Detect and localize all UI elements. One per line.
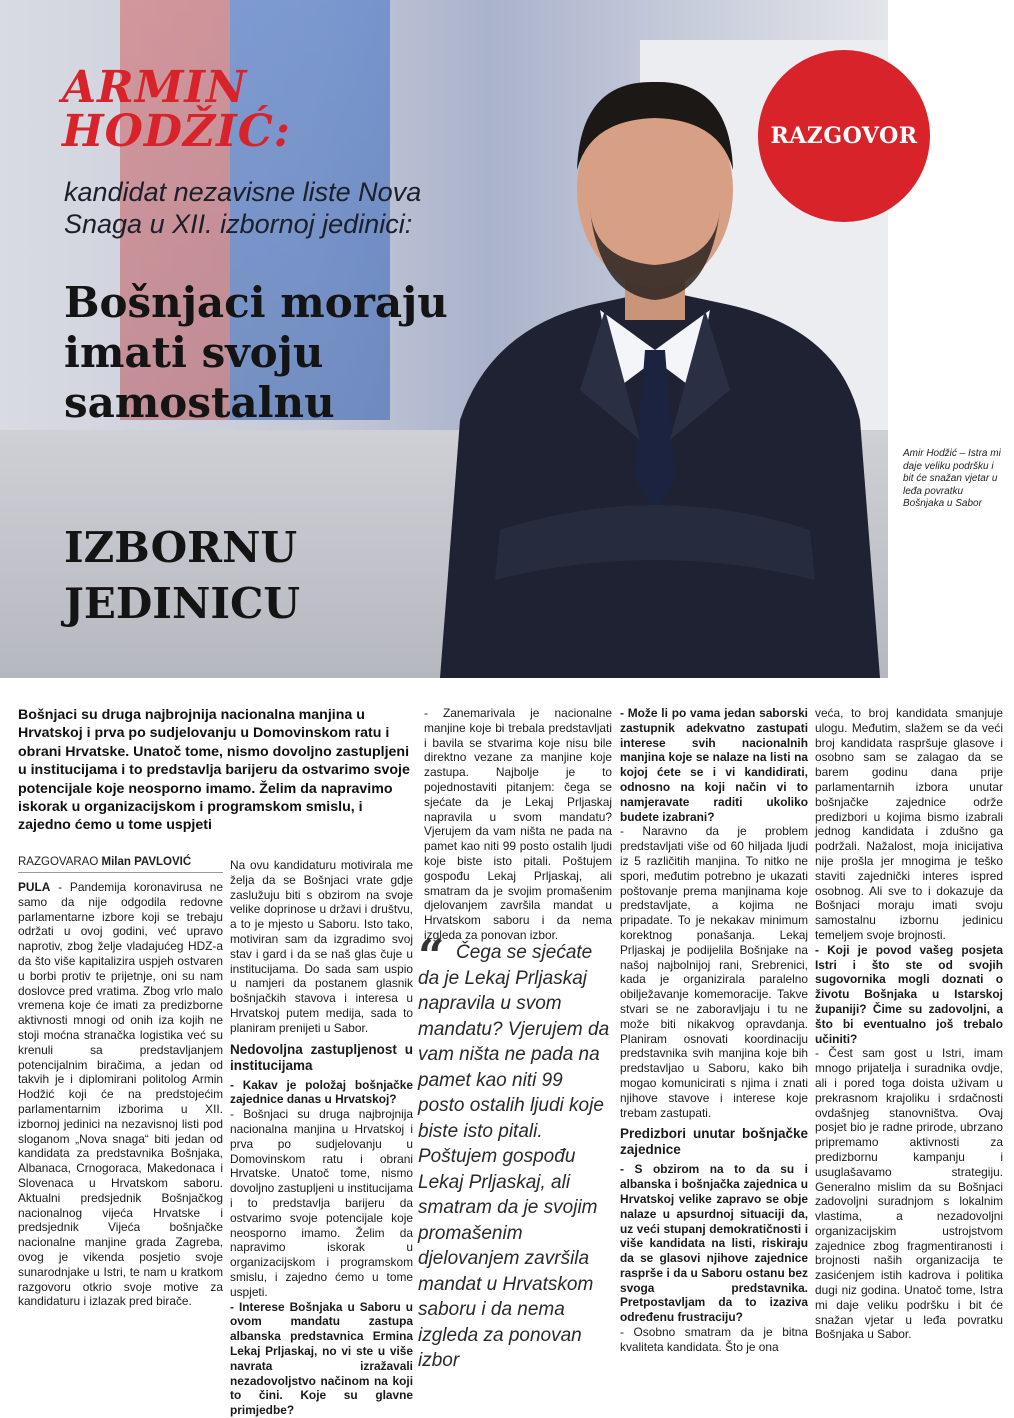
lead-paragraph: Bošnjaci su druga najbrojnija nacionalna manjina u Hrvatskoj i prva po sudjelovanju u Domovinskom ratu i obrani Hrvatske. Unatoč tome, nismo dovoljno zastupljeni u institucijama i to predstavlja barijeru da ostvarimo svoje potencijale koje neosporno imamo. Želim da napravimo iskorak u organizacijskom i programskom smislu, i zajedno ćemo u tome uspjeti (18, 707, 410, 834)
answer: - Čest sam gost u Istri, imam mnogo prijatelja i suradnika ovdje, ali i pored toga doista uživam u prekrasnom krajoliku i srdačnosti ovdašnjeg stanovništva. Ovaj posjet bio je radne prirode, ubrzano pripremamo aktivnosti za predizbornu kampanju i usuglašavamo strategiju. Generalno mislim da su Bošnjaci zadovoljni suradnjom s lokalnim vlastima, a nezadovoljni organizacijskim ustrojstvom zajednice zbog fragmentiranosti i brojnosti naših organizacija te zasićenjem istih kadrova i politika dugi niz godina. Unatoč tome, Istra mi daje veliku podršku i bit će snažan vjetar u leđa povratku Bošnjaka u Sabor. (815, 1046, 1003, 1342)
column-4 (620, 706, 808, 1355)
answer: - Zanemarivala je nacionalne manjine koje bi trebala predstavljati i bavila se stvarima koje nisu bile direktno vezane za manjine koje zastupa. Najbolje je to pojednostaviti pitanjem: čega se sjećate da je Lekaj Prljaskaj napravila u svom mandatu? Vjerujem da vam ništa ne pada na pamet kao niti 99 posto ostalih ljudi koje biste isto pitali. Poštujem gospođu Lekaj Prljaskaj, ali smatram da je svojim promašenim djelovanjem završila mandat u Hrvatskom saboru i da nema izgleda za ponovan izbor. (424, 706, 612, 942)
dateline-city: PULA (18, 880, 51, 894)
answer: - Bošnjaci su druga najbrojnija nacionalna manjina u Hrvatskoj i prva po sudjelovanju u Domovinskom ratu i obrani Hrvatske. Unatoč tome, nismo dovoljno zastupljeni u institucijama i to predstavlja barijeru da ostvarimo svoje potencijale koje neosporno imamo. Želim da napravimo iskorak u organizacijskom i programskom smislu, i zajedno ćemo u tome uspjeti. (230, 1107, 413, 1299)
question: - Može li po vama jedan saborski zastupnik adekvatno zastupati interese svih nacionalnih manjina koje se nalaze na listi na kojoj ćete se i vi kandidirati, odnosno na koji način vi to namjeravate raditi ukoliko budete izabrani? (620, 706, 808, 824)
subtitle: kandidat nezavisne liste Nova Snaga u XII. izbornoj jedinici: (64, 177, 422, 239)
name-first: ARMIN (62, 62, 248, 113)
interviewee-name (62, 62, 292, 157)
paragraph (18, 880, 223, 1309)
answer: veća, to broj kandidata smanjuje ulogu. Međutim, slažem se da veći broj kandidata raspršuje glasove i osobno sam se zalagao da se barem godinu dana prije parlamentarnih izbora unutar bošnjačke zajednice održe predizbori u kojima bismo izabrali jednog kandidata i zdušno ga podržali. Nažalost, moja inicijativa nije prošla jer mnogima je teško staviti zajednički interes ispred osobnog. Ali sve to i dokazuje da Bošnjaci moraju imati svoju samostalnu izbornu jedinicu temeljem svoje brojnosti. (815, 706, 1003, 942)
headline: Bošnjaci moraju imati svoju samostalnu (64, 278, 448, 427)
paragraph: Na ovu kandidaturu motivirala me želja da se Bošnjaci vrate gdje zaslužuju biti s obzirom na svoje velike doprinose u državi i društvu, a to je mjesto u Saboru. Isto tako, motiviran sam da izgradimo svoj stav i gard i da se naš glas čuje u institucijama. Do sada sam uspio u namjeri da postanem glasnik bošnjačkih stavova i interesa u Hrvatskoj putem medija, sada to planiram prenijeti u Sabor. (230, 858, 413, 1035)
answer: - Naravno da je problem predstavljati više od 60 hiljada ljudi iz 5 različitih manjina. To nitko ne spori, međutim potrebno je ukazati poštovanje prema manjinama koje predstavljate, a kojima ne pripadate. To je nekakav minimum korektnog ponašanja. Lekaj Prljaskaj je podijelila Bošnjake na našoj najbolnijoj rani, Srebrenici, kada je organizirala paralelno obilježavanje komemoracije. Takve stvari se ne zaboravljaju i tu ne može biti nikakvog opravdanja. Planiram osnovati koordinaciju predstavnika svih manjina koje bih predstavljao u Saboru, kako bih mogao komunicirati s njima i znati njihove stavove i interese koje trebam zastupati. (620, 824, 808, 1120)
column-2 (230, 858, 413, 1418)
question: - Interese Bošnjaka u Saboru u ovom mandatu zastupa albanska predstavnica Ermina Lekaj Prljaskaj, no vi ste u više navrata izražavali nezadovoljstvo načinom na koji to čini. Koje su glavne primjedbe? (230, 1299, 413, 1418)
quote-mark-icon: “ (418, 929, 445, 983)
byline-prefix: RAZGOVARAO (18, 856, 102, 868)
question: - Kakav je položaj bošnjačke zajednice danas u Hrvatskoj? (230, 1077, 413, 1107)
byline-author: Milan PAVLOVIĆ (101, 856, 192, 868)
column-5 (815, 706, 1003, 1342)
question: - Koji je povod vašeg posjeta Istri i što ste od svojih sugovornika mogli doznati o životu Bošnjaka u Istarskoj županiji? Čime su zadovoljni, a što bi eventualno još trebalo učiniti? (815, 942, 1003, 1046)
photo-caption: Amir Hodžić – Istra mi daje veliku podršku i bit će snažan vjetar u leđa povratku Bošnjaka u Sabor (903, 448, 1001, 509)
pull-quote (418, 940, 614, 1374)
section-badge: RAZGOVOR (758, 50, 930, 222)
byline (18, 856, 223, 873)
subheading: Predizbori unutar bošnjačke zajednice (620, 1126, 808, 1158)
answer: - Osobno smatram da je bitna kvaliteta kandidata. Što je ona (620, 1325, 808, 1354)
headline-emphasis: IZBORNU JEDINICU (64, 523, 301, 628)
question: - S obzirom na to da su i albanska i bošnjačka zajednica u Hrvatskoj velike zapravo se obje nalaze u apsurdnoj situaciji da, uz veći stupanj demokratičnosti i više kandidata na listi, riskiraju da se glasovi njihove zajednice rasprše i da u Saboru ostanu bez svoga predstavnika. Pretpostavljam da to izaziva određenu frustraciju? (620, 1162, 808, 1325)
pull-quote-text: Čega se sjećate da je Lekaj Prljaskaj napravila u svom mandatu? Vjerujem da vam ništa ne pada na pamet kao niti 99 posto ostalih ljudi koje biste isto pitali. Poštujem gospođu Lekaj Prljaskaj, ali smatram da je svojim promašenim djelovanjem završila mandat u Hrvatskom saboru i da nema izgleda za ponovan izbor (418, 942, 610, 1371)
subheading: Nedovoljna zastupljenost u institucijama (230, 1041, 413, 1073)
paragraph-text: - Pandemija koronavirusa ne samo da nije odgodila redovne parlamentarne izbore koji se trebaju održati u ovoj godini, već upravo naprotiv, zbog želje vladajućeg HDZ-a da što više kapitalizira uspjeh ostvaren u borbi protiv te prijetnje, oni su nam doslovce pred vratima. Zbog vrlo malo vremena koje će imati za predizborne aktivnosti mnogi od onih iza kojih ne stoji moćna stranačka logistika već su krenuli sa predstavljanjem potencijalnim biračima, a jedan od takvih je i diplomirani politolog Armin Hodžić koji će na predstojećim parlamentarnim izborima u XII. izbornoj jedinici na nezavisnoj listi pod sloganom „Nova snaga“ biti jedan od kandidata za predstavnika Bošnjaka, Albanaca, Crnogoraca, Makedonaca i Slovenaca u Hrvatskom saboru. Aktualni predsjednik Bošnjačkog nacionalnog vijeća Hrvatske i predsjednik Vijeća bošnjačke nacionalne manjine grada Zagreba, ovog je vikenda posjetio svoje sunarodnjake u Istri, te nam u kratkom razgovoru otkrio svoje motive za kandidaturu i izlazak pred birače. (18, 880, 223, 1309)
column-3 (424, 706, 612, 943)
name-last: HODŽIĆ: (62, 106, 292, 157)
hero-section (0, 0, 1014, 678)
column-1 (18, 880, 223, 1309)
